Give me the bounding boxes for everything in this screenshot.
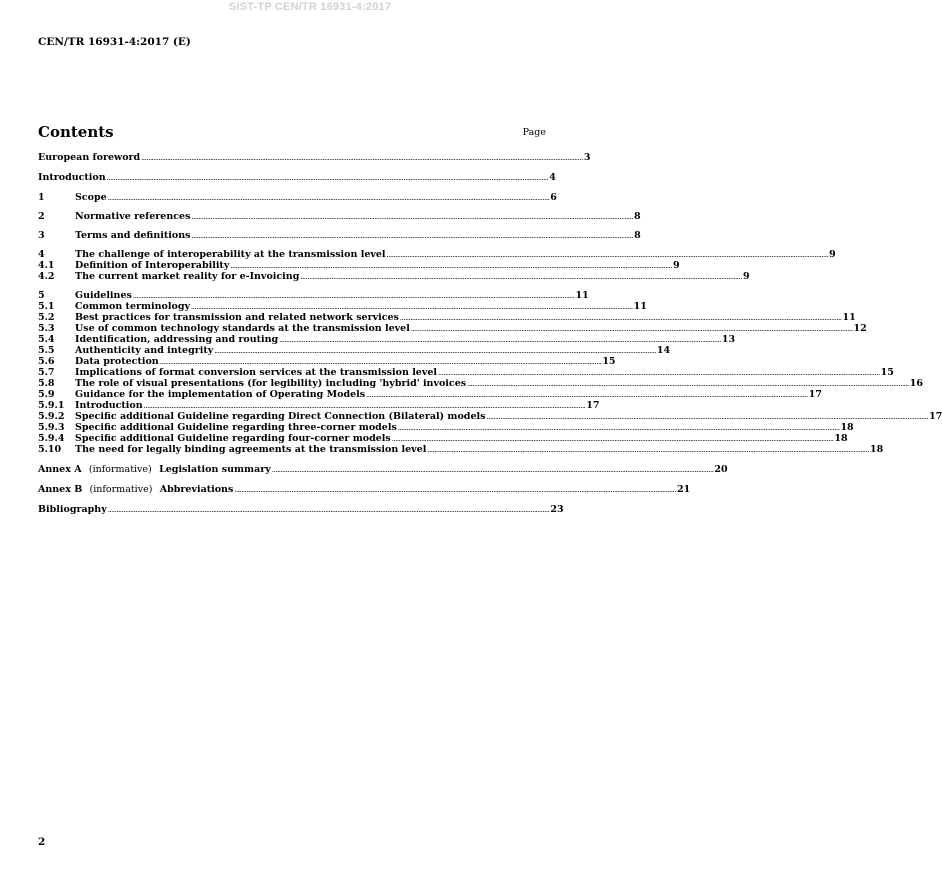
leader-dots	[191, 231, 633, 242]
toc-entry-number: 1	[38, 192, 45, 203]
page-column-label: Page	[522, 127, 546, 138]
toc-entry-number: 5.10	[38, 444, 62, 455]
toc-entry-page: 3	[583, 152, 591, 163]
leader-dots	[438, 368, 880, 379]
toc-entry-number: 5.9.3	[38, 422, 65, 433]
contents-heading: Contents	[38, 123, 114, 141]
leader-dots	[400, 313, 842, 324]
toc-entry-title: The role of visual presentations (for legibility) including 'hybrid' invoices	[75, 378, 467, 389]
toc-entry-page: 17	[808, 389, 822, 400]
toc-entry-page: 12	[853, 323, 867, 334]
toc-entry-title: Guidelines	[75, 290, 132, 301]
toc-entry-page: 16	[909, 378, 923, 389]
leader-dots	[108, 193, 550, 204]
toc-entry[interactable]	[38, 192, 557, 203]
toc-entry-number: 5.9.1	[38, 400, 65, 411]
toc-annex-label	[38, 464, 271, 475]
leader-dots	[392, 434, 834, 445]
toc-entry-title: Legislation summary	[159, 464, 271, 475]
table-of-contents	[38, 152, 942, 515]
toc-entry-page: 17	[929, 411, 942, 422]
toc-entry-page: 11	[842, 312, 856, 323]
toc-entry[interactable]	[38, 260, 680, 271]
toc-entry-title: Specific additional Guideline regarding Direct Connection (Bilateral) models	[75, 411, 486, 422]
toc-entry-page: 21	[676, 484, 691, 495]
toc-entry-number: 5.8	[38, 378, 55, 389]
toc-entry-title: Identification, addressing and routing	[75, 334, 279, 345]
watermark: SIST-TP CEN/TR 16931-4:2017	[228, 1, 392, 13]
leader-dots	[108, 505, 550, 516]
toc-entry[interactable]	[38, 301, 647, 312]
toc-entry-page: 8	[634, 230, 641, 241]
toc-entry-title: Abbreviations	[159, 484, 234, 495]
toc-entry-page: 18	[840, 422, 854, 433]
toc-entry[interactable]	[38, 290, 589, 301]
toc-entry[interactable]	[38, 312, 856, 323]
toc-entry[interactable]	[38, 411, 942, 422]
toc-entry-page: 13	[721, 334, 736, 345]
toc-entry-number: 5.7	[38, 367, 55, 378]
toc-entry[interactable]	[38, 356, 616, 367]
toc-entry-number: 3	[38, 230, 45, 241]
leader-dots	[398, 423, 840, 434]
toc-entry[interactable]	[38, 249, 836, 260]
leader-dots	[486, 412, 928, 423]
toc-entry-page: 8	[634, 211, 641, 222]
toc-entry[interactable]	[38, 389, 822, 400]
leader-dots	[234, 485, 676, 496]
toc-entry-page: 11	[575, 290, 589, 301]
toc-annex-label	[38, 484, 233, 495]
toc-entry[interactable]	[38, 378, 923, 389]
toc-entry-title: Use of common technology standards at the transmission level	[75, 323, 410, 334]
toc-entry-page: 18	[869, 444, 884, 455]
toc-entry-page: 17	[586, 400, 600, 411]
toc-entry[interactable]	[38, 172, 556, 183]
toc-entry-title: Normative references	[75, 211, 191, 222]
leader-dots	[467, 379, 909, 390]
toc-entry-title: Data protection	[75, 356, 159, 367]
annex-id: Annex A	[38, 464, 82, 475]
toc-entry-number: 5.6	[38, 356, 55, 367]
annex-kind: (informative)	[88, 464, 152, 475]
toc-entry-title: Definition of Interoperability	[75, 260, 230, 271]
toc-entry-page: 4	[549, 172, 556, 183]
toc-entry-number: 5.3	[38, 323, 55, 334]
toc-entry-title: The need for legally binding agreements at the transmission level	[75, 444, 427, 455]
toc-entry-number: 5.1	[38, 301, 55, 312]
toc-entry-number: 4.2	[38, 271, 55, 282]
toc-entry[interactable]	[38, 422, 854, 433]
leader-dots	[411, 324, 853, 335]
toc-entry-page: 9	[829, 249, 836, 260]
toc-entry[interactable]	[38, 504, 564, 515]
leader-dots	[214, 346, 656, 357]
toc-entry-title: Best practices for transmission and related network services	[75, 312, 399, 323]
toc-entry-number: 5.9	[38, 389, 55, 400]
toc-entry-title: Specific additional Guideline regarding four-corner models	[75, 433, 391, 444]
leader-dots	[141, 153, 583, 164]
toc-entry-number: 5.2	[38, 312, 55, 323]
toc-entry-title: Common terminology	[75, 301, 191, 312]
toc-entry[interactable]	[38, 323, 867, 334]
toc-entry-title: The current market reality for e-Invoicing	[75, 271, 300, 282]
toc-entry-page: 15	[602, 356, 616, 367]
leader-dots	[272, 465, 714, 476]
annex-kind: (informative)	[89, 484, 153, 495]
toc-entry[interactable]	[38, 211, 641, 222]
toc-entry[interactable]	[38, 152, 591, 163]
toc-entry-title: Introduction	[38, 172, 106, 183]
leader-dots	[387, 250, 829, 261]
toc-entry-title: Bibliography	[38, 504, 107, 515]
toc-entry[interactable]	[38, 271, 750, 282]
toc-entry-title: Introduction	[75, 400, 143, 411]
leader-dots	[191, 212, 633, 223]
toc-entry-number: 5	[38, 290, 45, 301]
toc-entry-number: 4	[38, 249, 45, 260]
toc-entry-number: 5.4	[38, 334, 55, 345]
toc-entry-title: Authenticity and integrity	[75, 345, 214, 356]
toc-entry-page: 23	[550, 504, 564, 515]
toc-entry-number: 5.5	[38, 345, 55, 356]
toc-entry-title: Implications of format conversion services at the transmission level	[75, 367, 438, 378]
toc-entry-page: 15	[880, 367, 894, 378]
toc-entry[interactable]	[38, 367, 894, 378]
toc-entry-title: The challenge of interoperability at the transmission level	[75, 249, 386, 260]
toc-entry-title: Guidance for the implementation of Operating Models	[75, 389, 366, 400]
leader-dots	[300, 272, 742, 283]
toc-entry-number: 5.9.4	[38, 433, 65, 444]
toc-entry-title: Specific additional Guideline regarding three-corner models	[75, 422, 397, 433]
toc-entry[interactable]	[38, 334, 736, 345]
leader-dots	[133, 291, 575, 302]
leader-dots	[427, 445, 869, 456]
toc-entry-page: 20	[714, 464, 728, 475]
toc-entry-page: 14	[656, 345, 671, 356]
toc-entry-page: 11	[633, 301, 647, 312]
toc-entry-annex-b[interactable]	[38, 484, 691, 495]
toc-entry[interactable]	[38, 345, 671, 356]
annex-id: Annex B	[38, 484, 83, 495]
document-identifier: CEN/TR 16931-4:2017 (E)	[38, 36, 191, 48]
toc-entry-number: 5.9.2	[38, 411, 65, 422]
page-number: 2	[38, 836, 46, 848]
toc-entry-title: Terms and definitions	[75, 230, 191, 241]
leader-dots	[279, 335, 721, 346]
toc-entry-page: 6	[550, 192, 557, 203]
toc-entry-page: 9	[742, 271, 750, 282]
toc-entry[interactable]	[38, 444, 884, 455]
toc-entry-page: 9	[672, 260, 680, 271]
toc-entry-page: 18	[834, 433, 848, 444]
toc-entry[interactable]	[38, 400, 600, 411]
leader-dots	[107, 173, 549, 184]
toc-entry-number: 4.1	[38, 260, 55, 271]
toc-entry-annex-a[interactable]	[38, 464, 728, 475]
toc-entry-title: European foreword	[38, 152, 141, 163]
toc-entry[interactable]	[38, 433, 848, 444]
toc-entry-title: Scope	[75, 192, 107, 203]
toc-entry-number: 2	[38, 211, 45, 222]
toc-entry[interactable]	[38, 230, 641, 241]
